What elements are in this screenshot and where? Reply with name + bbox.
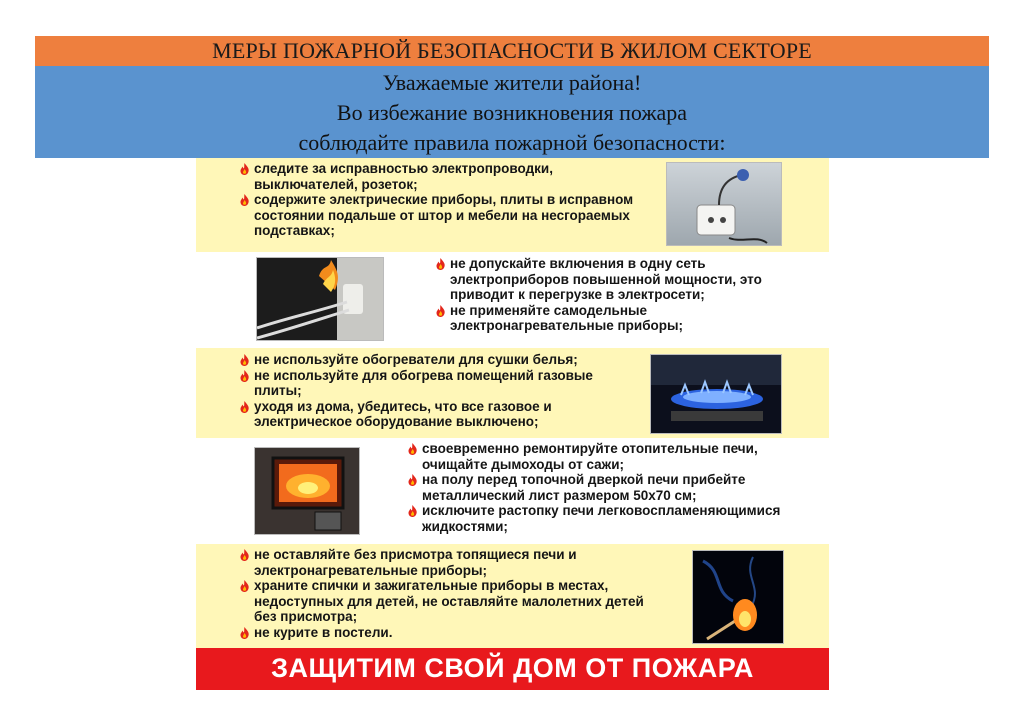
list-item: не применяйте самодельные электронагревательные приборы; [434,303,814,334]
flame-bullet-icon [239,354,250,366]
slogan-banner: ЗАЩИТИМ СВОЙ ДОМ ОТ ПОЖАРА [196,648,829,690]
list-item: на полу перед топочной дверкой печи прибейте металлический лист размером 50х70 см; [406,472,816,503]
flame-bullet-icon [239,580,250,592]
section-stoves [196,438,829,544]
flame-bullet-icon [407,474,418,486]
flame-bullet-icon [239,627,250,639]
intro-line: соблюдайте правила пожарной безопасности: [298,130,726,155]
section-overload [196,252,829,348]
section-wiring [196,158,829,252]
list-item: не оставляйте без присмотра топящиеся печи и электронагревательные приборы; [238,547,668,578]
burning-plugs-photo [256,257,384,341]
section-gas-heating [196,348,829,438]
list-item: не допускайте включения в одну сеть электроприборов повышенной мощности, это приводит к перегрузке в электросети; [434,256,814,303]
list-item: уходя из дома, убедитесь, что все газовое и электрическое оборудование выключено; [238,399,638,430]
flame-bullet-icon [407,443,418,455]
flame-bullet-icon [239,370,250,382]
flame-bullet-icon [435,258,446,270]
list-item: храните спички и зажигательные приборы в местах, недоступных для детей, не оставляйте малолетних детей без присмотра; [238,578,668,625]
section-supervision [196,544,829,648]
intro-line: Во избежание возникновения пожара [336,100,688,125]
burning-match-photo [692,550,784,644]
stove-fire-photo [254,447,360,535]
gas-burner-photo [650,354,782,434]
flame-bullet-icon [239,194,250,206]
flame-bullet-icon [239,549,250,561]
flame-bullet-icon [239,401,250,413]
list-item: своевременно ремонтируйте отопительные печи, очищайте дымоходы от сажи; [406,441,816,472]
poster-body [196,158,829,690]
poster-title: МЕРЫ ПОЖАРНОЙ БЕЗОПАСНОСТИ В ЖИЛОМ СЕКТОРЕ [35,36,989,66]
intro-line: Уважаемые жители района! [382,70,642,95]
list-item: исключите растопку печи легковоспламеняющимися жидкостями; [406,503,816,534]
list-item: не используйте для обогрева помещений газовые плиты; [238,368,638,399]
flame-bullet-icon [407,505,418,517]
list-item: не курите в постели. [238,625,668,641]
list-item: содержите электрические приборы, плиты в исправном состоянии подальше от штор и мебели на несгораемых подставках; [238,192,658,239]
electrical-outlet-photo [666,162,782,246]
flame-bullet-icon [435,305,446,317]
flame-bullet-icon [239,163,250,175]
list-item: следите за исправностью электропроводки, выключателей, розеток; [238,161,658,192]
list-item: не используйте обогреватели для сушки белья; [238,352,638,368]
intro-block [35,66,989,158]
